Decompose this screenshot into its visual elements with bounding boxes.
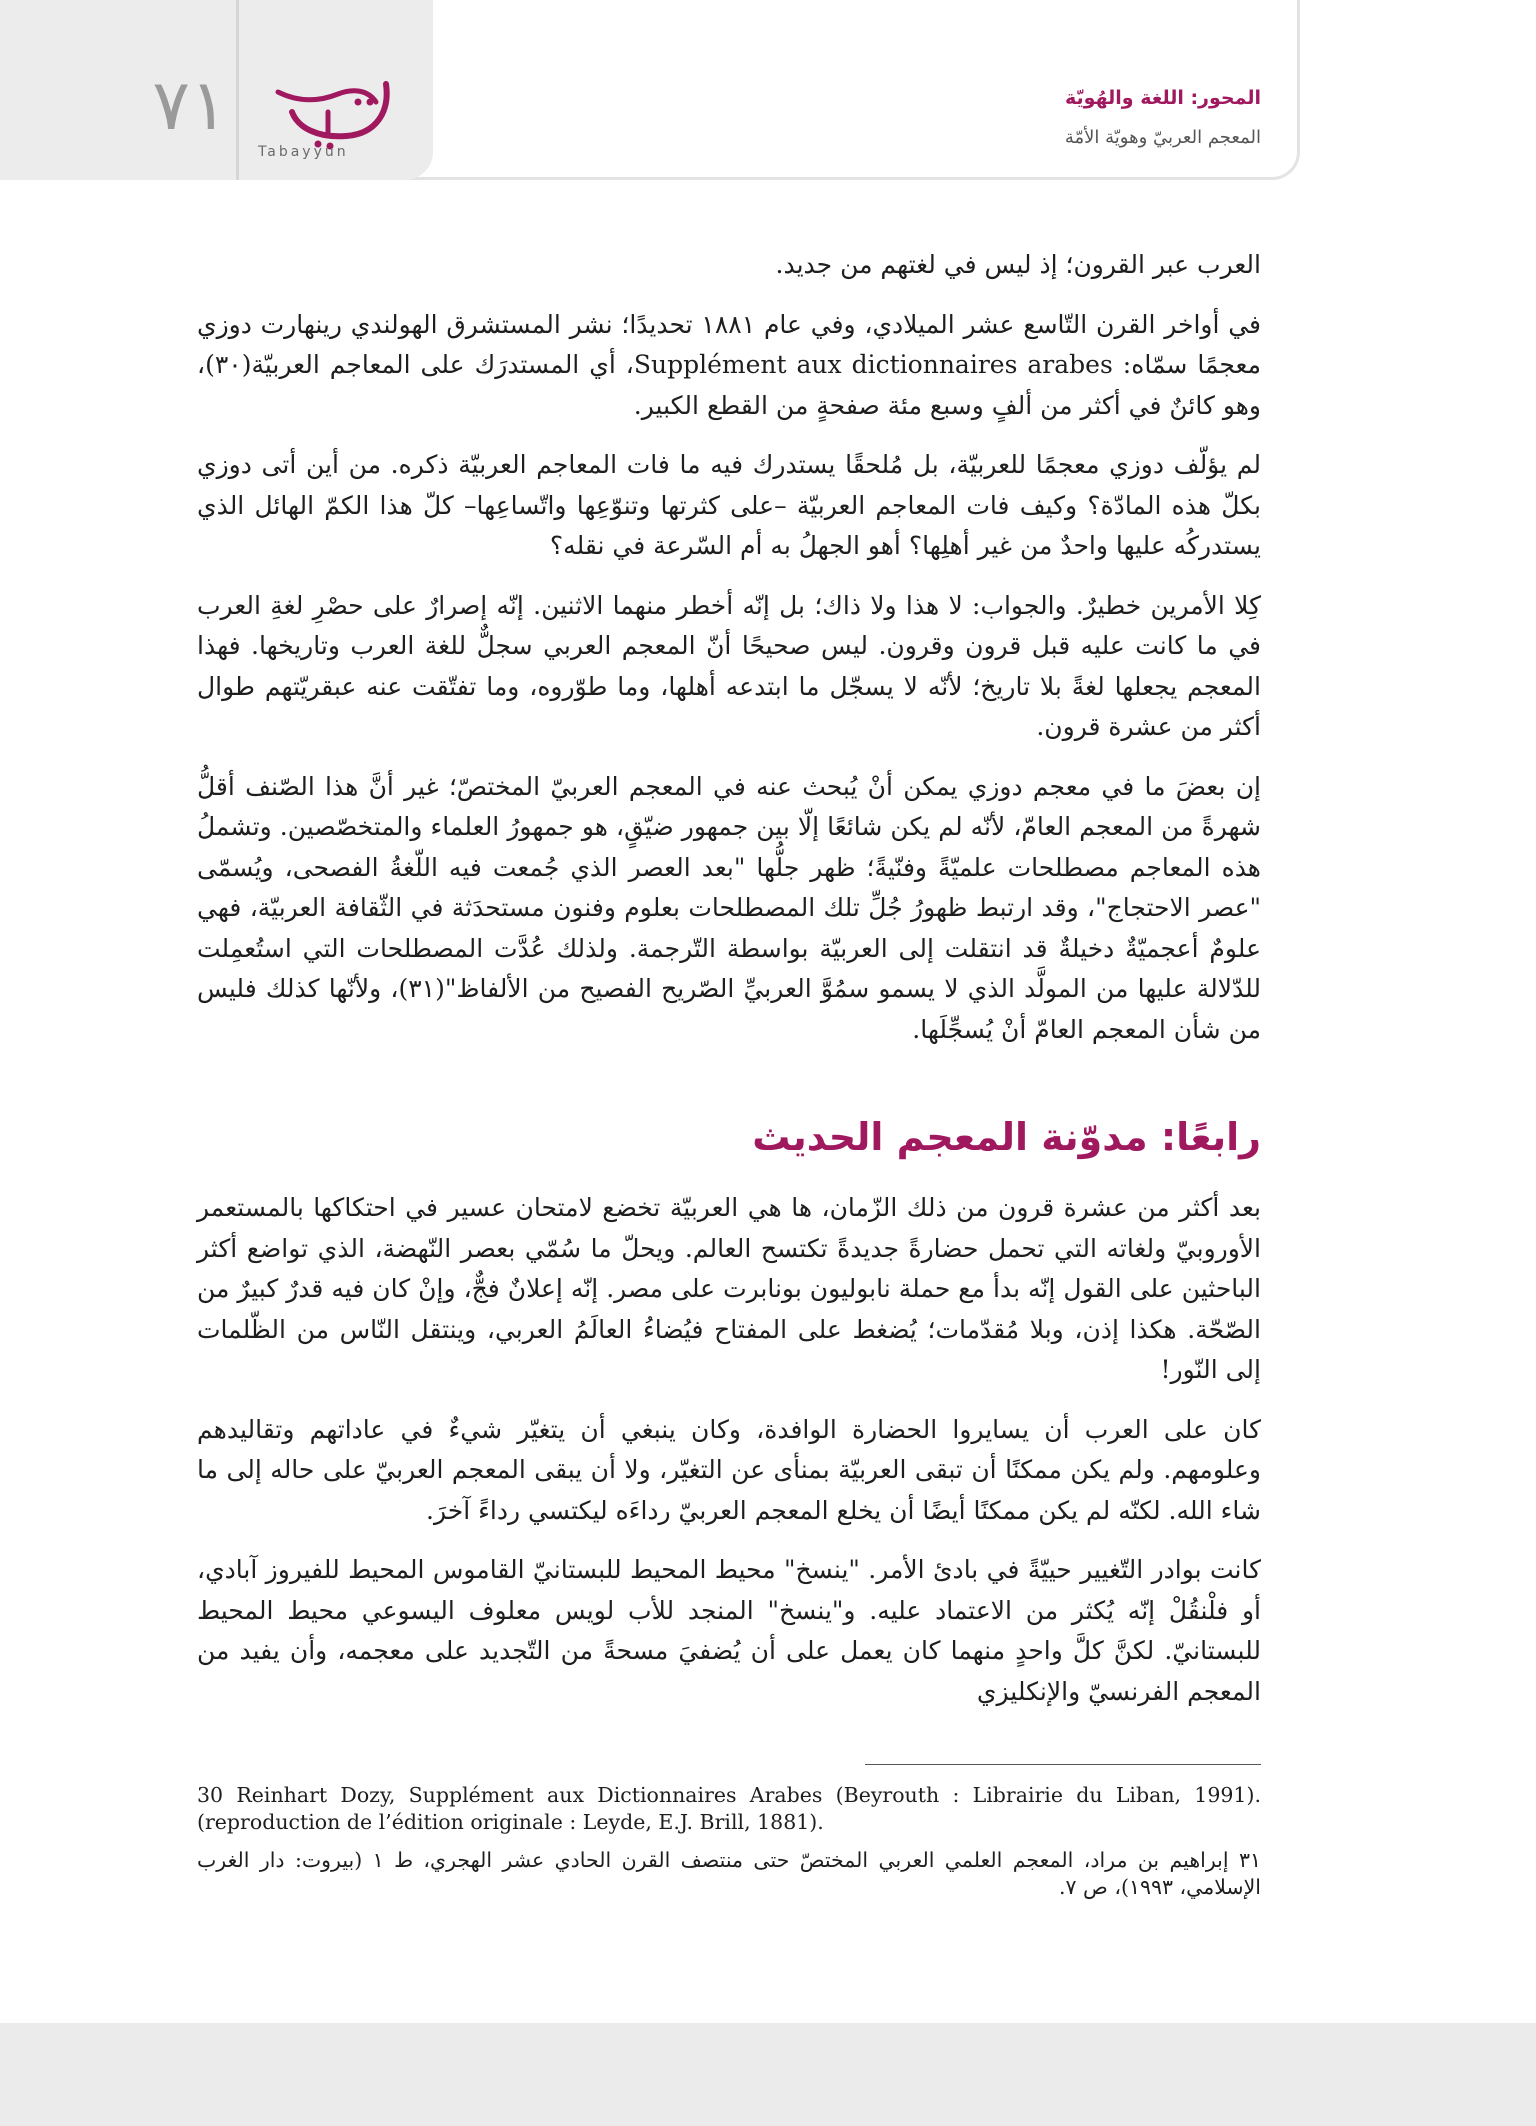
footnote-divider	[865, 1764, 1261, 1765]
bottom-band	[0, 2023, 1536, 2126]
paragraph: في أواخر القرن التّاسع عشر الميلادي، وفي عام ١٨٨١ تحديدًا؛ نشر المستشرق الهولندي رينهارت دوزي معجمًا سمّاه: Supplément aux dictionnaires arabes، أي المستدرَك على المعاجم العربيّة(٣٠)، وهو كائنٌ في أكثر من ألفٍ وسبع مئة صفحةٍ من القطع الكبير.	[197, 309, 1262, 420]
paragraph: إن بعضَ ما في معجم دوزي يمكن أنْ يُبحث عنه في المعجم العربيّ المختصّ؛ غير أنَّ هذا الصّنف أقلُّ شهرةً من المعجم العامّ، لأنّه لم يكن شائعًا إلّا بين جمهور ضيّقٍ، هو جمهورُ العلماء والمتخصّصين. وتشملُ هذه المعاجم مصطلحات علميّةً وفنّيةً؛ ظهر جلُّها "بعد العصر الذي جُمعت فيه اللّغةُ الفصحى، ويُسمّى "عصر الاحتجاج"، وقد ارتبط ظهورُ جُلِّ تلك المصطلحات بعلوم وفنون مستحدَثة في الثّقافة العربيّة، فهي علومٌ أعجميّةٌ دخيلةٌ قد انتقلت إلى العربيّة بواسطة التّرجمة. ولذلك عُدَّت المصطلحات التي استُعمِلت للدّلالة عليها من المولَّد الذي لا يسمو سمُوَّ العربيِّ الصّريح الفصيح من الألفاظ"(٣١)، ولأنّها كذلك فليس من شأن المعجم العامّ أنْ يُسجِّلَها.	[197, 771, 1261, 1044]
section-heading: رابعًا: مدوّنة المعجم الحديث	[752, 1115, 1261, 1159]
footnotes	[197, 1782, 1261, 1901]
logo-latin-text: Tabayyun	[258, 144, 349, 160]
page-number: ٧١	[152, 64, 228, 146]
footnote-30: 30 Reinhart Dozy, Supplément aux Dictionnaires Arabes (Beyrouth : Librairie du Liban, 1991). (reproduction de l’édition originale : Leyde, E.J. Brill, 1881).	[197, 1783, 1261, 1834]
logo-divider	[236, 0, 239, 180]
logo-block	[0, 0, 433, 180]
footnote-31: ٣١ إبراهيم بن مراد، المعجم العلمي العربي المختصّ حتى منتصف القرن الحادي عشر الهجري، ط ١ (بيروت: دار الغرب الإسلامي، ١٩٩٣)، ص ٧.	[197, 1848, 1261, 1899]
article-body	[197, 245, 1261, 1731]
paragraph: كِلا الأمرين خطيرٌ. والجواب: لا هذا ولا ذاك؛ بل إنّه أخطر منهما الاثنين. إنّه إصرارٌ على حصْرِ لغةِ العرب في ما كانت عليه قبل قرون وقرون. ليس صحيحًا أنّ المعجم العربي سجلٌّ للغة العرب وتاريخها. فهذا المعجم يجعلها لغةً بلا تاريخ؛ لأنّه لا يسجّل ما ابتدعه أهلها، وما طوّروه، وما تفتّقت عنه عبقريّتهم طوال أكثر من عشرة قرون.	[197, 590, 1261, 741]
section-subtitle: المعجم العربيّ وهويّة الأمّة	[1064, 127, 1261, 148]
paragraph: العرب عبر القرون؛ إذ ليس في لغتهم من جديد.	[775, 250, 1261, 279]
paragraph: لم يؤلّف دوزي معجمًا للعربيّة، بل مُلحقًا يستدرك فيه ما فات المعاجم العربيّة ذكره. من أين أتى دوزي بكلّ هذه المادّة؟ وكيف فات المعاجم العربيّة –على كثرتها وتنوّعِها واتّساعِها– كلّ هذا الكمّ الهائل الذي يستدركُه عليها واحدٌ من غير أهلِها؟ أهو الجهلُ به أم السّرعة في نقله؟	[197, 450, 1261, 560]
section-label: المحور: اللغة والهُويّة	[1065, 87, 1261, 109]
paragraph: بعد أكثر من عشرة قرون من ذلك الزّمان، ها هي العربيّة تخضع لامتحان عسير في احتكاكها بالمستعمر الأوروبيّ ولغاته التي تحمل حضارةً جديدةً تكتسح العالم. ويحلّ ما سُمّي بعصر النّهضة، الذي تواضع أكثر الباحثين على القول إنّه بدأ مع حملة نابوليون بونابرت على مصر. إنّه إعلانٌ فجٌّ، وإنْ كان فيه قدرٌ كبيرٌ من الصّحّة. هكذا إذن، وبلا مُقدّمات؛ يُضغط على المفتاح فيُضاءُ العالَمُ العربي، وينتقل النّاس من الظّلمات إلى النّور!	[197, 1193, 1261, 1384]
paragraph: كانت بوادر التّغيير حييّةً في بادئ الأمر. "ينسخ" محيط المحيط للبستانيّ القاموس المحيط للفيروز آبادي، أو فلْنقُلْ إنّه يُكثر من الاعتماد عليه. و"ينسخ" المنجد للأب لويس معلوف اليسوعي محيط المحيط للبستانيّ. لكنَّ كلَّ واحدٍ منهما كان يعمل على أن يُضفيَ مسحةً من التّجديد على معجمه، وأن يفيد من المعجم الفرنسيّ والإنكليزي	[197, 1555, 1261, 1706]
paragraph: كان على العرب أن يسايروا الحضارة الوافدة، وكان ينبغي أن يتغيّر شيءٌ في عاداتهم وتقاليدهم وعلومهم. ولم يكن ممكنًا أن تبقى العربيّة بمنأى عن التغيّر، ولا أن يبقى المعجم العربيّ على حاله إلى ما شاء الله. لكنّه لم يكن ممكنًا أيضًا أن يخلع المعجم العربيّ رداءَه ليكتسي رداءً آخرَ.	[197, 1414, 1261, 1525]
